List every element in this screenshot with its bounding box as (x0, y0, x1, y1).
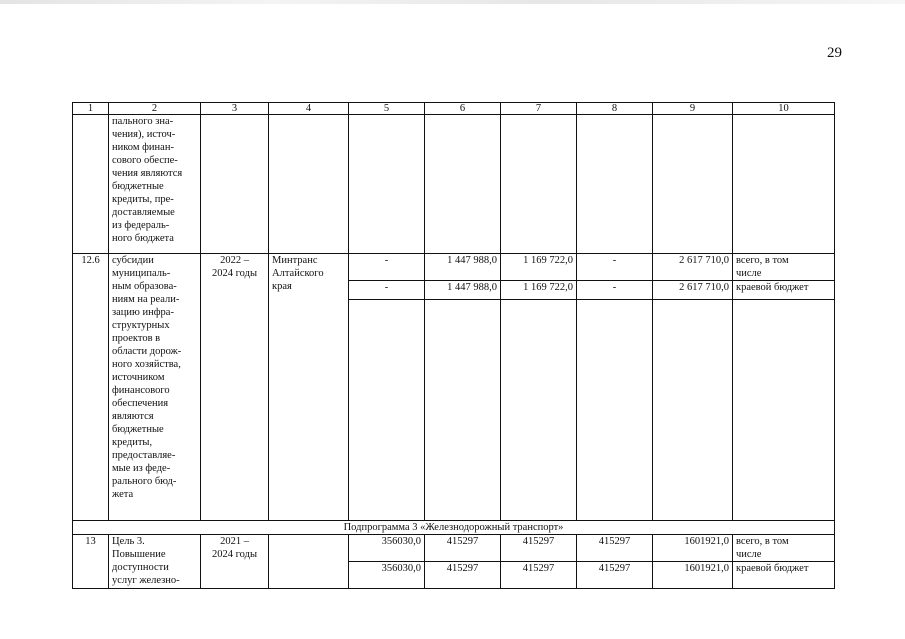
cell-value: - (349, 281, 425, 300)
cell-budget-type: краевой бюджет (733, 562, 835, 589)
cell-value: 1 447 988,0 (425, 254, 501, 281)
table-row (73, 535, 835, 562)
row-number: 13 (73, 535, 109, 589)
cell-budget-type: всего, в том числе (733, 254, 835, 281)
col-header: 8 (577, 103, 653, 115)
subprogram-title: Подпрограмма 3 «Железнодорожный транспорт» (73, 521, 835, 535)
col-header: 1 (73, 103, 109, 115)
col-header: 9 (653, 103, 733, 115)
cell-value: 356030,0 (349, 562, 425, 589)
cell-value: 1 169 722,0 (501, 281, 577, 300)
cell-value: 415297 (577, 562, 653, 589)
row-number: 12.6 (73, 254, 109, 521)
col-header: 6 (425, 103, 501, 115)
cell-value: 415297 (501, 562, 577, 589)
column-number-row (73, 103, 835, 115)
col-header: 7 (501, 103, 577, 115)
row-description: Цель 3. Повышение доступности услуг железно- (109, 535, 201, 589)
cell-value: 415297 (425, 562, 501, 589)
cell-value: 415297 (577, 535, 653, 562)
subprogram-row (73, 521, 835, 535)
cell-value: - (349, 254, 425, 281)
cell-budget-type: краевой бюджет (733, 281, 835, 300)
budget-table (72, 102, 835, 589)
row-executor (269, 535, 349, 589)
cell-value: 356030,0 (349, 535, 425, 562)
table-row (73, 254, 835, 281)
col-header: 2 (109, 103, 201, 115)
cell-value: 1601921,0 (653, 535, 733, 562)
row-period: 2021 – 2024 годы (201, 535, 269, 589)
row-description: пального зна- чения), источ- ником финан- сового обеспе- чения являются бюджетные кредиты, пре- доставляемые из федераль- ного бюджета (109, 115, 201, 254)
row-executor: Минтранс Алтайского края (269, 254, 349, 521)
cell-value: 2 617 710,0 (653, 281, 733, 300)
row-description: субсидии муниципаль- ным образова- ниям на реали- зацию инфра- структурных проектов в области дорож- ного хозяйства, источником финансового обеспечения являются бюджетные кредиты, предоставляе- мые из феде- рального бюд- жета (109, 254, 201, 521)
col-header: 5 (349, 103, 425, 115)
cell-value: 2 617 710,0 (653, 254, 733, 281)
cell-value: 1 447 988,0 (425, 281, 501, 300)
page-number: 29 (827, 45, 842, 61)
row-period: 2022 – 2024 годы (201, 254, 269, 521)
col-header: 4 (269, 103, 349, 115)
cell-value: 1 169 722,0 (501, 254, 577, 281)
col-header: 3 (201, 103, 269, 115)
cell-value: 415297 (425, 535, 501, 562)
cell-value: - (577, 254, 653, 281)
cell-budget-type: всего, в том числе (733, 535, 835, 562)
cell-value: 1601921,0 (653, 562, 733, 589)
col-header: 10 (733, 103, 835, 115)
cell-value: 415297 (501, 535, 577, 562)
table-row (73, 115, 835, 254)
cell-value: - (577, 281, 653, 300)
scan-edge (0, 0, 905, 4)
